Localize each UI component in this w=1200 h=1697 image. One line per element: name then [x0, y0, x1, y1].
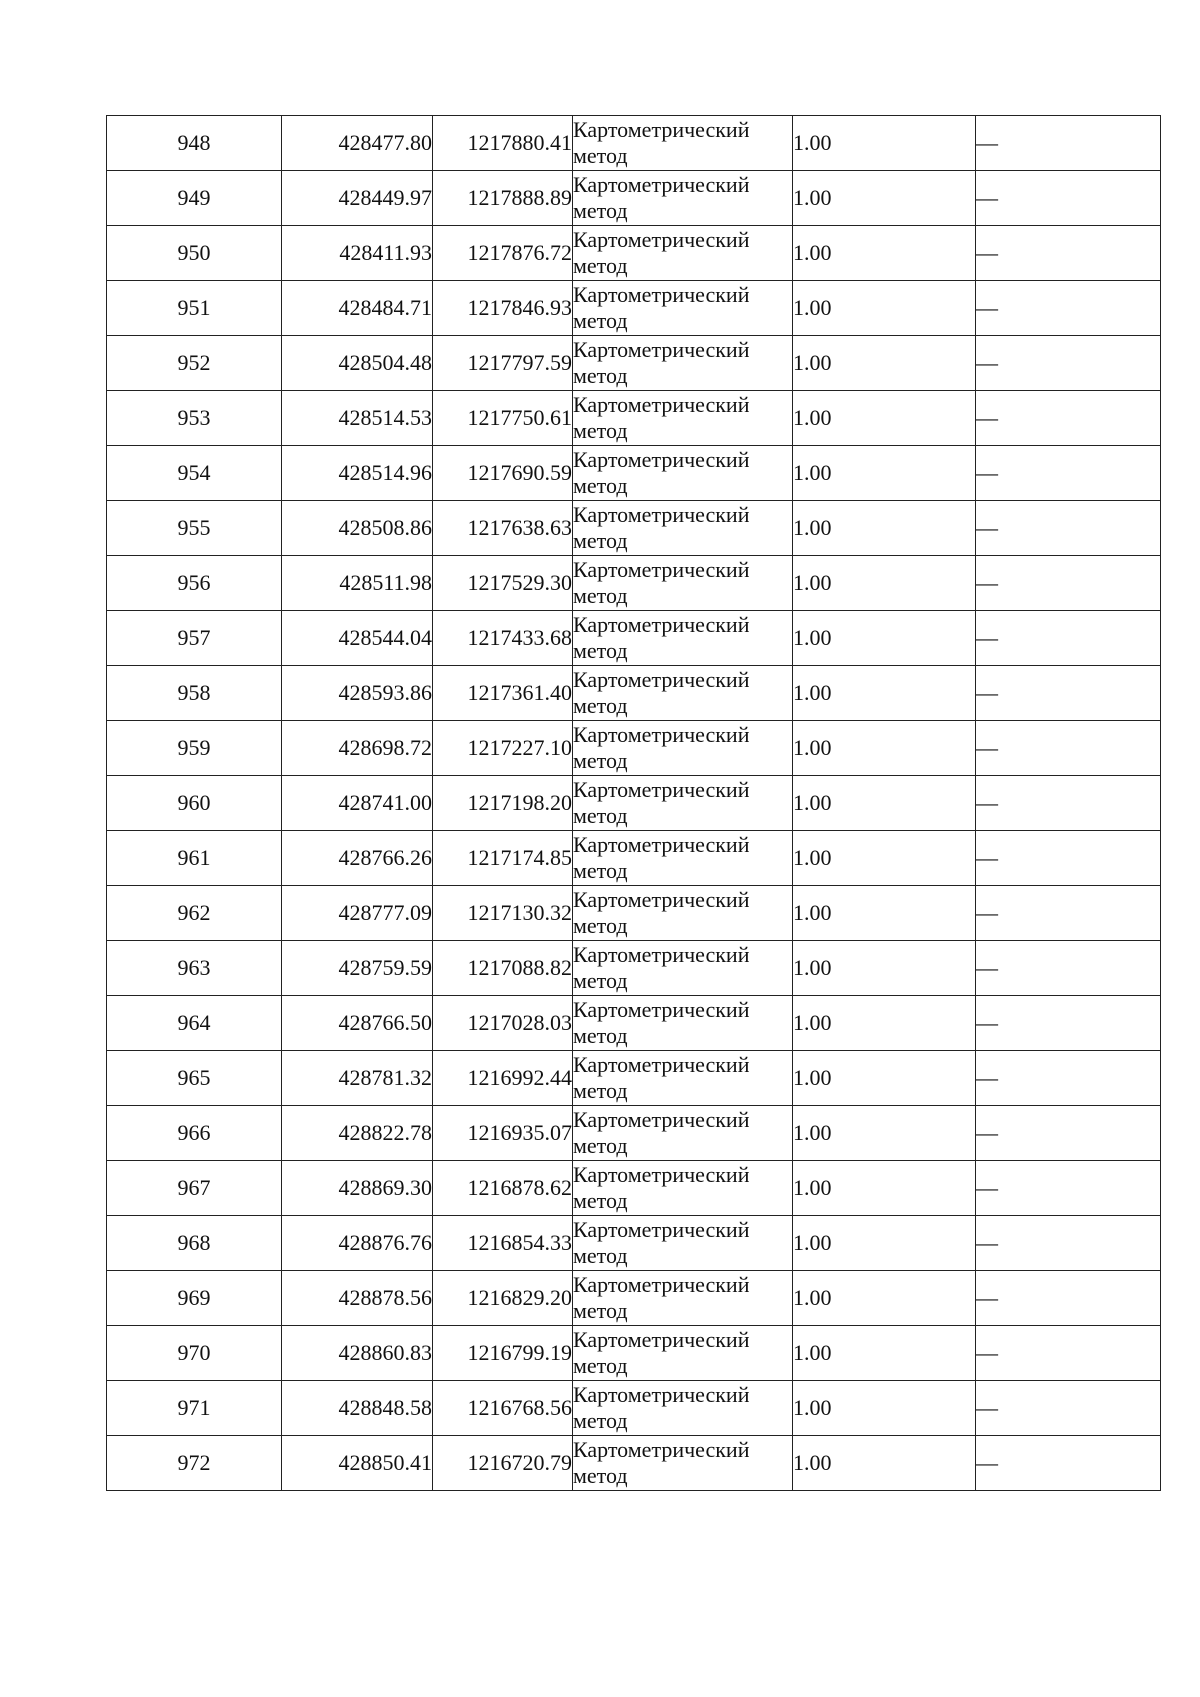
x-coordinate-cell: 428514.96 — [282, 446, 433, 501]
method-line-1: Картометрический — [573, 1052, 750, 1077]
y-coordinate-cell: 1217529.30 — [433, 556, 573, 611]
method-line-1: Картометрический — [573, 997, 750, 1022]
y-coordinate-cell: 1217797.59 — [433, 336, 573, 391]
description-cell: — — [976, 1106, 1161, 1161]
method-line-1: Картометрический — [573, 227, 750, 252]
point-number-cell: 958 — [107, 666, 282, 721]
method-cell — [573, 1106, 793, 1161]
accuracy-cell: 1.00 — [793, 1051, 976, 1106]
method-line-2: метод — [573, 1243, 628, 1268]
y-coordinate-cell: 1217174.85 — [433, 831, 573, 886]
x-coordinate-cell: 428869.30 — [282, 1161, 433, 1216]
x-coordinate-cell: 428449.97 — [282, 171, 433, 226]
method-line-1: Картометрический — [573, 887, 750, 912]
description-cell: — — [976, 941, 1161, 996]
x-coordinate-cell: 428477.80 — [282, 116, 433, 171]
method-cell — [573, 996, 793, 1051]
method-line-1: Картометрический — [573, 942, 750, 967]
y-coordinate-cell: 1217880.41 — [433, 116, 573, 171]
coordinates-table — [106, 115, 1161, 1491]
table-row — [107, 116, 1161, 171]
point-number-cell: 972 — [107, 1436, 282, 1491]
point-number-cell: 971 — [107, 1381, 282, 1436]
y-coordinate-cell: 1217433.68 — [433, 611, 573, 666]
method-line-2: метод — [573, 858, 628, 883]
description-cell: — — [976, 501, 1161, 556]
point-number-cell: 970 — [107, 1326, 282, 1381]
table-row — [107, 281, 1161, 336]
point-number-cell: 949 — [107, 171, 282, 226]
description-cell: — — [976, 1161, 1161, 1216]
method-line-2: метод — [573, 528, 628, 553]
point-number-cell: 948 — [107, 116, 282, 171]
description-cell: — — [976, 1271, 1161, 1326]
y-coordinate-cell: 1217130.32 — [433, 886, 573, 941]
table-row — [107, 501, 1161, 556]
method-line-2: метод — [573, 1133, 628, 1158]
accuracy-cell: 1.00 — [793, 831, 976, 886]
y-coordinate-cell: 1217690.59 — [433, 446, 573, 501]
method-line-1: Картометрический — [573, 777, 750, 802]
method-cell — [573, 336, 793, 391]
description-cell: — — [976, 116, 1161, 171]
method-cell — [573, 171, 793, 226]
description-cell: — — [976, 611, 1161, 666]
y-coordinate-cell: 1216720.79 — [433, 1436, 573, 1491]
method-line-2: метод — [573, 1023, 628, 1048]
point-number-cell: 955 — [107, 501, 282, 556]
method-cell — [573, 446, 793, 501]
method-line-1: Картометрический — [573, 172, 750, 197]
accuracy-cell: 1.00 — [793, 886, 976, 941]
table-row — [107, 1436, 1161, 1491]
method-line-1: Картометрический — [573, 612, 750, 637]
y-coordinate-cell: 1217227.10 — [433, 721, 573, 776]
method-cell — [573, 1381, 793, 1436]
method-line-2: метод — [573, 198, 628, 223]
y-coordinate-cell: 1217198.20 — [433, 776, 573, 831]
y-coordinate-cell: 1216935.07 — [433, 1106, 573, 1161]
table-row — [107, 1051, 1161, 1106]
accuracy-cell: 1.00 — [793, 336, 976, 391]
table-row — [107, 226, 1161, 281]
x-coordinate-cell: 428593.86 — [282, 666, 433, 721]
accuracy-cell: 1.00 — [793, 446, 976, 501]
method-cell — [573, 1051, 793, 1106]
description-cell: — — [976, 721, 1161, 776]
accuracy-cell: 1.00 — [793, 226, 976, 281]
method-line-1: Картометрический — [573, 557, 750, 582]
x-coordinate-cell: 428766.26 — [282, 831, 433, 886]
method-cell — [573, 501, 793, 556]
y-coordinate-cell: 1216799.19 — [433, 1326, 573, 1381]
table-row — [107, 666, 1161, 721]
method-line-1: Картометрический — [573, 1382, 750, 1407]
point-number-cell: 953 — [107, 391, 282, 446]
accuracy-cell: 1.00 — [793, 666, 976, 721]
method-line-2: метод — [573, 143, 628, 168]
method-line-2: метод — [573, 363, 628, 388]
point-number-cell: 952 — [107, 336, 282, 391]
accuracy-cell: 1.00 — [793, 116, 976, 171]
table-row — [107, 941, 1161, 996]
y-coordinate-cell: 1217888.89 — [433, 171, 573, 226]
method-line-1: Картометрический — [573, 1272, 750, 1297]
point-number-cell: 960 — [107, 776, 282, 831]
method-line-2: метод — [573, 1078, 628, 1103]
table-row — [107, 1271, 1161, 1326]
method-line-2: метод — [573, 913, 628, 938]
method-line-1: Картометрический — [573, 392, 750, 417]
point-number-cell: 950 — [107, 226, 282, 281]
x-coordinate-cell: 428876.76 — [282, 1216, 433, 1271]
description-cell: — — [976, 171, 1161, 226]
x-coordinate-cell: 428777.09 — [282, 886, 433, 941]
table-row — [107, 1161, 1161, 1216]
method-cell — [573, 721, 793, 776]
coordinates-table-body — [107, 116, 1161, 1491]
method-line-2: метод — [573, 1463, 628, 1488]
x-coordinate-cell: 428514.53 — [282, 391, 433, 446]
point-number-cell: 965 — [107, 1051, 282, 1106]
method-line-1: Картометрический — [573, 1162, 750, 1187]
method-line-2: метод — [573, 748, 628, 773]
x-coordinate-cell: 428544.04 — [282, 611, 433, 666]
method-cell — [573, 116, 793, 171]
description-cell: — — [976, 1436, 1161, 1491]
method-cell — [573, 391, 793, 446]
description-cell: — — [976, 446, 1161, 501]
table-row — [107, 336, 1161, 391]
accuracy-cell: 1.00 — [793, 721, 976, 776]
table-row — [107, 886, 1161, 941]
method-cell — [573, 941, 793, 996]
y-coordinate-cell: 1217028.03 — [433, 996, 573, 1051]
table-row — [107, 996, 1161, 1051]
point-number-cell: 959 — [107, 721, 282, 776]
description-cell: — — [976, 831, 1161, 886]
method-line-1: Картометрический — [573, 1217, 750, 1242]
y-coordinate-cell: 1216878.62 — [433, 1161, 573, 1216]
table-row — [107, 776, 1161, 831]
y-coordinate-cell: 1217088.82 — [433, 941, 573, 996]
accuracy-cell: 1.00 — [793, 281, 976, 336]
point-number-cell: 954 — [107, 446, 282, 501]
accuracy-cell: 1.00 — [793, 611, 976, 666]
point-number-cell: 962 — [107, 886, 282, 941]
table-row — [107, 1381, 1161, 1436]
table-row — [107, 171, 1161, 226]
method-line-2: метод — [573, 1353, 628, 1378]
method-cell — [573, 1161, 793, 1216]
accuracy-cell: 1.00 — [793, 1271, 976, 1326]
accuracy-cell: 1.00 — [793, 1436, 976, 1491]
method-cell — [573, 556, 793, 611]
description-cell: — — [976, 556, 1161, 611]
y-coordinate-cell: 1217638.63 — [433, 501, 573, 556]
accuracy-cell: 1.00 — [793, 776, 976, 831]
accuracy-cell: 1.00 — [793, 1381, 976, 1436]
y-coordinate-cell: 1216992.44 — [433, 1051, 573, 1106]
x-coordinate-cell: 428860.83 — [282, 1326, 433, 1381]
x-coordinate-cell: 428484.71 — [282, 281, 433, 336]
description-cell: — — [976, 1051, 1161, 1106]
table-row — [107, 556, 1161, 611]
method-line-2: метод — [573, 418, 628, 443]
x-coordinate-cell: 428511.98 — [282, 556, 433, 611]
y-coordinate-cell: 1217361.40 — [433, 666, 573, 721]
table-row — [107, 721, 1161, 776]
method-line-1: Картометрический — [573, 1327, 750, 1352]
method-line-1: Картометрический — [573, 502, 750, 527]
method-line-2: метод — [573, 693, 628, 718]
method-line-1: Картометрический — [573, 117, 750, 142]
method-line-1: Картометрический — [573, 1437, 750, 1462]
accuracy-cell: 1.00 — [793, 996, 976, 1051]
method-cell — [573, 1271, 793, 1326]
y-coordinate-cell: 1217750.61 — [433, 391, 573, 446]
method-cell — [573, 611, 793, 666]
method-line-2: метод — [573, 638, 628, 663]
y-coordinate-cell: 1217846.93 — [433, 281, 573, 336]
point-number-cell: 964 — [107, 996, 282, 1051]
method-cell — [573, 226, 793, 281]
accuracy-cell: 1.00 — [793, 171, 976, 226]
accuracy-cell: 1.00 — [793, 501, 976, 556]
y-coordinate-cell: 1216829.20 — [433, 1271, 573, 1326]
accuracy-cell: 1.00 — [793, 391, 976, 446]
point-number-cell: 967 — [107, 1161, 282, 1216]
point-number-cell: 956 — [107, 556, 282, 611]
point-number-cell: 968 — [107, 1216, 282, 1271]
description-cell: — — [976, 281, 1161, 336]
description-cell: — — [976, 666, 1161, 721]
point-number-cell: 963 — [107, 941, 282, 996]
description-cell: — — [976, 1381, 1161, 1436]
method-line-1: Картометрический — [573, 447, 750, 472]
y-coordinate-cell: 1216768.56 — [433, 1381, 573, 1436]
description-cell: — — [976, 1326, 1161, 1381]
method-line-2: метод — [573, 803, 628, 828]
table-row — [107, 1216, 1161, 1271]
method-line-1: Картометрический — [573, 667, 750, 692]
point-number-cell: 957 — [107, 611, 282, 666]
x-coordinate-cell: 428766.50 — [282, 996, 433, 1051]
method-line-1: Картометрический — [573, 1107, 750, 1132]
x-coordinate-cell: 428698.72 — [282, 721, 433, 776]
point-number-cell: 961 — [107, 831, 282, 886]
table-row — [107, 611, 1161, 666]
method-cell — [573, 1216, 793, 1271]
table-row — [107, 1326, 1161, 1381]
x-coordinate-cell: 428741.00 — [282, 776, 433, 831]
method-cell — [573, 886, 793, 941]
x-coordinate-cell: 428508.86 — [282, 501, 433, 556]
x-coordinate-cell: 428848.58 — [282, 1381, 433, 1436]
method-line-1: Картометрический — [573, 722, 750, 747]
method-line-2: метод — [573, 968, 628, 993]
description-cell: — — [976, 886, 1161, 941]
method-cell — [573, 776, 793, 831]
method-cell — [573, 831, 793, 886]
method-cell — [573, 1326, 793, 1381]
method-line-2: метод — [573, 253, 628, 278]
y-coordinate-cell: 1216854.33 — [433, 1216, 573, 1271]
method-cell — [573, 281, 793, 336]
accuracy-cell: 1.00 — [793, 556, 976, 611]
table-row — [107, 446, 1161, 501]
point-number-cell: 969 — [107, 1271, 282, 1326]
method-line-1: Картометрический — [573, 832, 750, 857]
table-row — [107, 391, 1161, 446]
point-number-cell: 966 — [107, 1106, 282, 1161]
y-coordinate-cell: 1217876.72 — [433, 226, 573, 281]
method-line-2: метод — [573, 473, 628, 498]
description-cell: — — [976, 226, 1161, 281]
accuracy-cell: 1.00 — [793, 1161, 976, 1216]
x-coordinate-cell: 428822.78 — [282, 1106, 433, 1161]
method-line-1: Картометрический — [573, 337, 750, 362]
table-row — [107, 831, 1161, 886]
method-cell — [573, 666, 793, 721]
description-cell: — — [976, 776, 1161, 831]
method-line-2: метод — [573, 583, 628, 608]
description-cell: — — [976, 391, 1161, 446]
x-coordinate-cell: 428781.32 — [282, 1051, 433, 1106]
point-number-cell: 951 — [107, 281, 282, 336]
accuracy-cell: 1.00 — [793, 1106, 976, 1161]
accuracy-cell: 1.00 — [793, 1326, 976, 1381]
method-line-2: метод — [573, 1298, 628, 1323]
method-line-2: метод — [573, 1408, 628, 1433]
x-coordinate-cell: 428878.56 — [282, 1271, 433, 1326]
description-cell: — — [976, 996, 1161, 1051]
accuracy-cell: 1.00 — [793, 1216, 976, 1271]
method-line-2: метод — [573, 1188, 628, 1213]
method-line-1: Картометрический — [573, 282, 750, 307]
x-coordinate-cell: 428759.59 — [282, 941, 433, 996]
description-cell: — — [976, 336, 1161, 391]
x-coordinate-cell: 428850.41 — [282, 1436, 433, 1491]
method-cell — [573, 1436, 793, 1491]
accuracy-cell: 1.00 — [793, 941, 976, 996]
x-coordinate-cell: 428411.93 — [282, 226, 433, 281]
description-cell: — — [976, 1216, 1161, 1271]
method-line-2: метод — [573, 308, 628, 333]
table-row — [107, 1106, 1161, 1161]
x-coordinate-cell: 428504.48 — [282, 336, 433, 391]
